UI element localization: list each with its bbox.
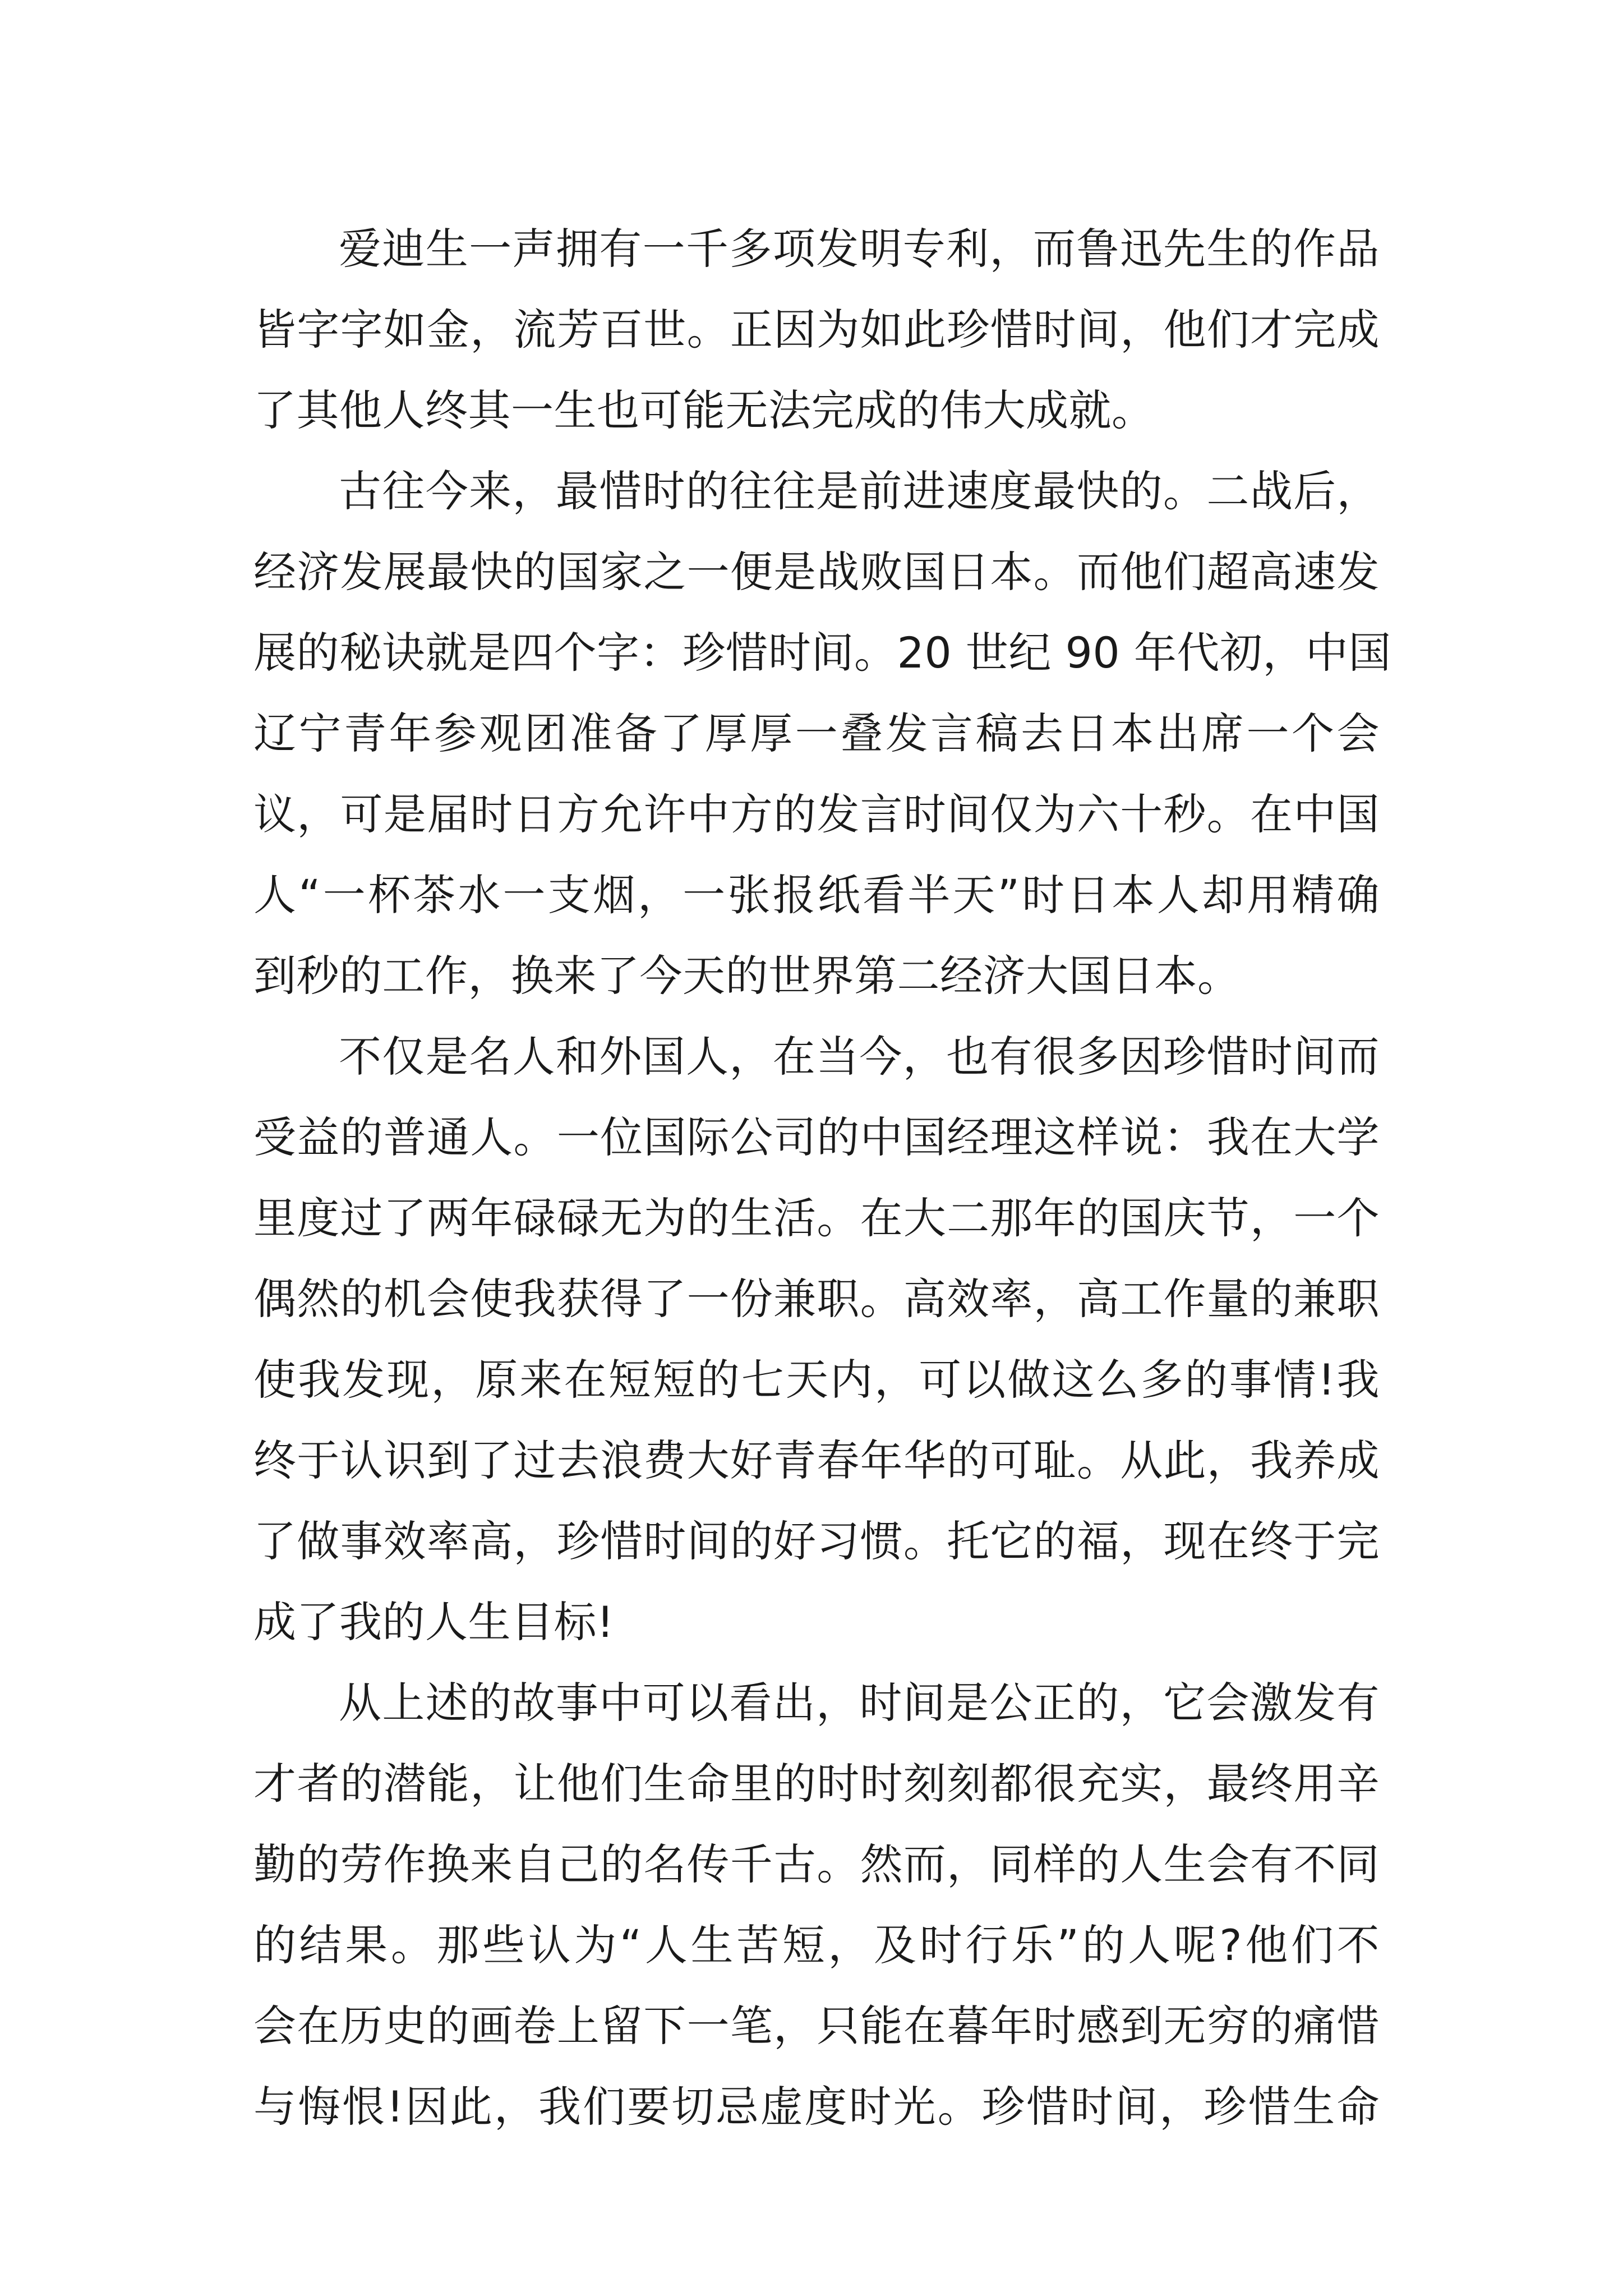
text-line: 议，可是届时日方允许中方的发言时间仅为六十秒。在中国 [253, 789, 1380, 839]
text-line: 爱迪生一声拥有一千多项发明专利，而鲁迅先生的作品 [339, 224, 1380, 274]
paragraph-4 [253, 1663, 1380, 2147]
text-line: 皆字字如金，流芳百世。正因为如此珍惜时间，他们才完成 [253, 305, 1380, 355]
text-line: 终于认识到了过去浪费大好青春年华的可耻。从此，我养成 [253, 1435, 1380, 1485]
text-line: 了做事效率高，珍惜时间的好习惯。托它的福，现在终于完 [253, 1516, 1380, 1566]
text-line: 受益的普通人。一位国际公司的中国经理这样说：我在大学 [253, 1112, 1380, 1162]
paragraph-1 [253, 209, 1380, 451]
text-line: 经济发展最快的国家之一便是战败国日本。而他们超高速发 [253, 547, 1380, 597]
text-line: 勤的劳作换来自己的名传千古。然而，同样的人生会有不同 [253, 1839, 1380, 1889]
text-line: 辽宁青年参观团准备了厚厚一叠发言稿去日本出席一个会 [253, 708, 1380, 758]
paragraph-2 [253, 451, 1391, 1016]
text-line: 成了我的人生目标! [253, 1597, 614, 1647]
text-line: 了其他人终其一生也可能无法完成的伟大成就。 [253, 385, 1155, 435]
text-line: 会在历史的画卷上留下一笔，只能在暮年时感到无穷的痛惜 [253, 2001, 1380, 2051]
text-line: 里度过了两年碌碌无为的生活。在大二那年的国庆节，一个 [253, 1193, 1380, 1243]
text-line: 从上述的故事中可以看出，时间是公正的，它会激发有 [339, 1678, 1380, 1728]
text-line: 与悔恨!因此，我们要切忌虚度时光。珍惜时间，珍惜生命 [253, 2082, 1380, 2132]
text-line: 使我发现，原来在短短的七天内，可以做这么多的事情!我 [253, 1355, 1380, 1405]
text-line: 的结果。那些认为“人生苦短，及时行乐”的人呢?他们不 [253, 1920, 1380, 1970]
text-line: 到秒的工作，换来了今天的世界第二经济大国日本。 [253, 951, 1241, 1001]
text-line: 不仅是名人和外国人，在当今，也有很多因珍惜时间而 [339, 1032, 1380, 1082]
text-line: 人“一杯茶水一支烟，一张报纸看半天”时日本人却用精确 [253, 870, 1380, 920]
text-line: 古往今来，最惜时的往往是前进速度最快的。二战后， [339, 466, 1380, 516]
paragraph-3 [253, 1016, 1380, 1663]
text-line: 才者的潜能，让他们生命里的时时刻刻都很充实，最终用辛 [253, 1759, 1380, 1809]
document-body [253, 209, 1391, 2147]
text-line: 偶然的机会使我获得了一份兼职。高效率，高工作量的兼职 [253, 1274, 1380, 1324]
text-line: 展的秘诀就是四个字：珍惜时间。20 世纪 90 年代初，中国 [253, 628, 1391, 678]
